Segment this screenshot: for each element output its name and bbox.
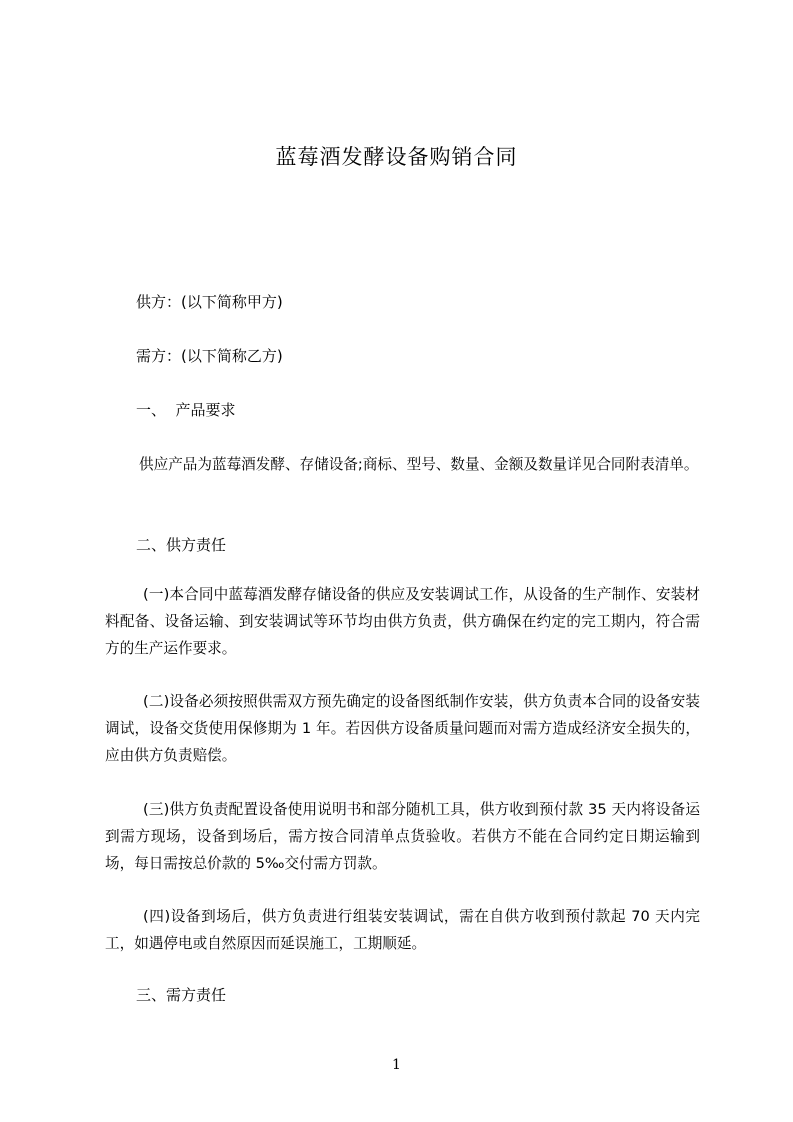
document-title: 蓝莓酒发酵设备购销合同 bbox=[275, 145, 518, 169]
paragraph-supplier-item-3: (三)供方负责配置设备使用说明书和部分随机工具，供方收到预付款 35 天内将设备运到需方现场，设备到场后，需方按合同清单点货验收。若供方不能在合同约定日期运输到场，每日需按总价款的 5‰交付需方罚款。 bbox=[105, 801, 700, 872]
paragraph-supplier-item-2: (二)设备必须按照供需双方预先确定的设备图纸制作安装，供方负责本合同的设备安装调试，设备交货使用保修期为 1 年。若因供方设备质量问题而对需方造成经济安全损失的，应由供方负责赔偿。 bbox=[105, 693, 700, 764]
section-heading-supplier-responsibilities: 二、供方责任 bbox=[136, 536, 227, 554]
paragraph-supplier-item-4: (四)设备到场后，供方负责进行组装安装调试，需在自供方收到预付款起 70 天内完工，如遇停电或自然原因而延误施工，工期顺延。 bbox=[105, 908, 700, 952]
buyer-line: 需方：(以下简称乙方) bbox=[136, 347, 283, 365]
page-number: 1 bbox=[392, 1057, 401, 1073]
section-heading-buyer-responsibilities: 三、需方责任 bbox=[136, 986, 227, 1004]
section-heading-product-requirements: 一、 产品要求 bbox=[136, 401, 236, 419]
paragraph-supplier-item-1: (一)本合同中蓝莓酒发酵存储设备的供应及安装调试工作，从设备的生产制作、安装材料配备、设备运输、到安装调试等环节均由供方负责，供方确保在约定的完工期内，符合需方的生产运作要求。 bbox=[105, 586, 700, 657]
paragraph-product-requirements: 供应产品为蓝莓酒发酵、存储设备;商标、型号、数量、金额及数量详见合同附表清单。 bbox=[139, 456, 699, 473]
supplier-line: 供方：(以下简称甲方) bbox=[136, 293, 283, 311]
